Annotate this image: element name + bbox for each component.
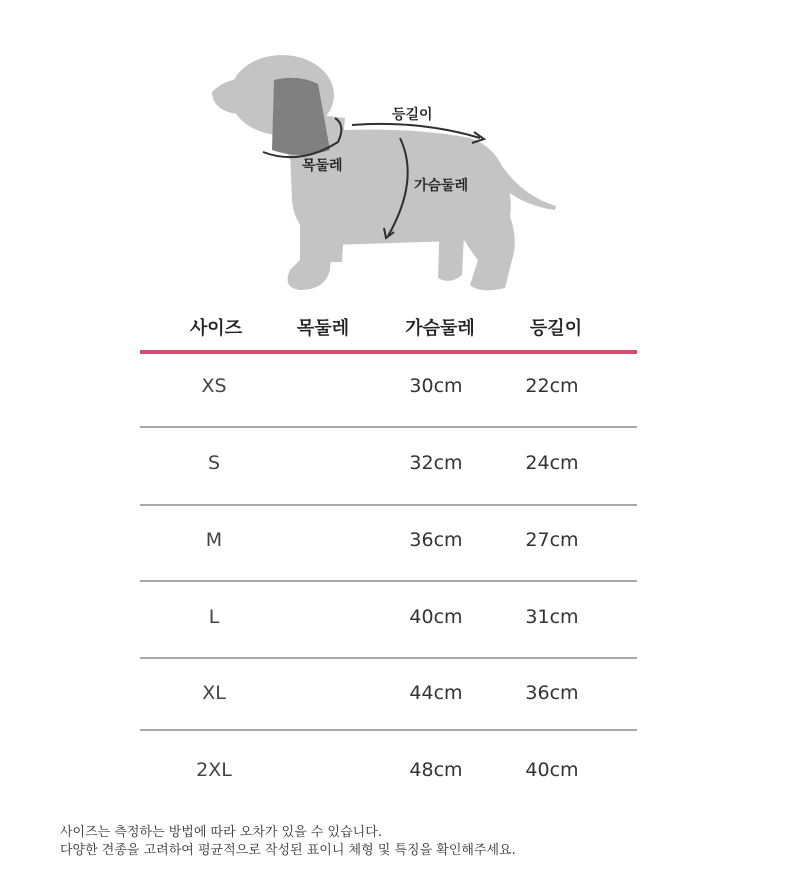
row-divider [140,504,637,506]
size-cell: S [207,452,221,474]
row-divider [140,426,637,428]
size-cell: L [208,606,220,628]
back-cell: 40cm [525,759,579,781]
back-cell: 36cm [525,682,579,704]
header-back: 등길이 [529,318,583,339]
back-cell: 24cm [525,452,579,474]
row-divider [140,580,637,582]
chest-cell: 44cm [409,682,463,704]
chest-cell: 36cm [409,529,463,551]
dog-silhouette-illustration [0,0,800,310]
size-cell: XL [202,682,226,704]
size-cell: 2XL [196,759,232,781]
size-cell: M [205,529,223,551]
chest-cell: 40cm [409,606,463,628]
row-divider [140,729,637,731]
chest-cell: 32cm [409,452,463,474]
size-cell: XS [201,375,227,397]
note-line: 다양한 견종을 고려하여 평균적으로 작성된 표이니 체형 및 특징을 확인해주세요. [60,843,516,858]
row-divider [140,657,637,659]
back-cell: 22cm [525,375,579,397]
size-table-header [140,314,637,350]
size-notes [60,824,516,860]
note-line: 사이즈는 측정하는 방법에 따라 오차가 있을 수 있습니다. [60,825,382,840]
chest-girth-label: 가슴둘레 [414,178,469,194]
dog-size-diagram [0,0,800,310]
back-length-label: 등길이 [392,107,433,123]
chest-cell: 30cm [409,375,463,397]
back-cell: 27cm [525,529,579,551]
neck-girth-label: 목둘레 [302,158,343,174]
header-neck: 목둘레 [296,318,350,339]
header-size: 사이즈 [189,318,243,339]
header-chest: 가슴둘레 [405,318,475,339]
header-divider [140,350,637,354]
chest-cell: 48cm [409,759,463,781]
back-cell: 31cm [525,606,579,628]
